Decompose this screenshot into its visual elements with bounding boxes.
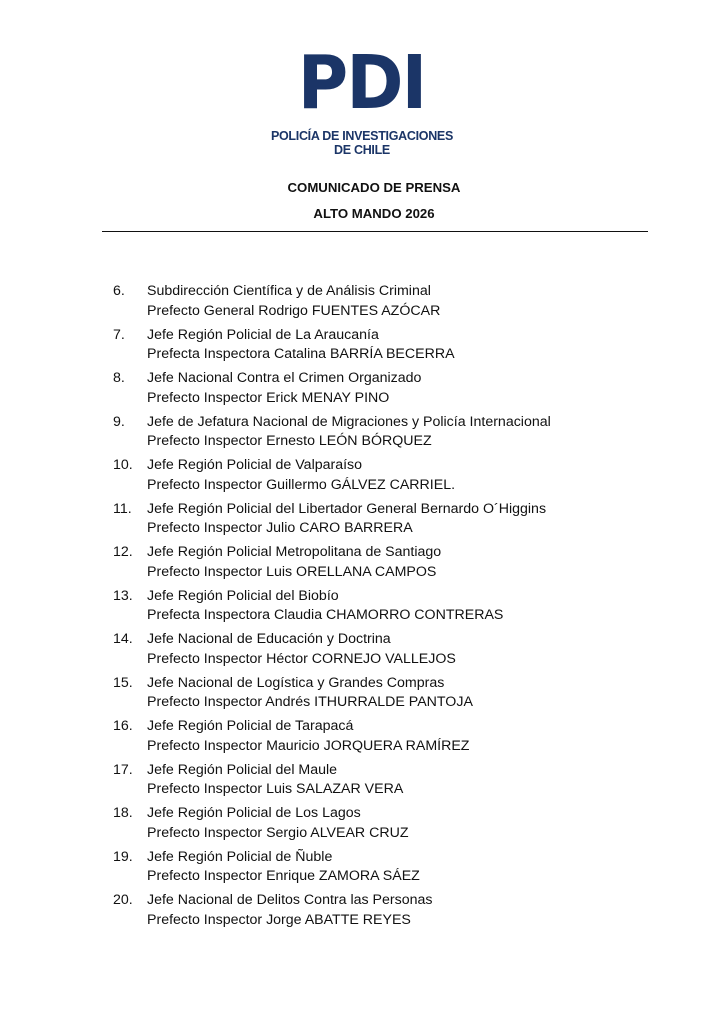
item-number: 19. xyxy=(113,848,133,865)
item-officer: Prefecto Inspector Mauricio JORQUERA RAMÍREZ xyxy=(147,737,470,754)
list-item xyxy=(113,369,713,413)
item-position: Jefe Región Policial de Tarapacá xyxy=(147,718,354,734)
list-item xyxy=(113,848,713,892)
list-item xyxy=(113,761,713,805)
header-divider xyxy=(102,231,648,232)
item-number: 18. xyxy=(113,805,133,821)
list-item xyxy=(113,500,713,544)
item-position: Jefe Región Policial Metropolitana de Santiago xyxy=(147,544,442,560)
item-position: Jefe Región Policial de Valparaíso xyxy=(147,457,363,473)
item-officer: Prefecto Inspector Ernesto LEÓN BÓRQUEZ xyxy=(147,433,432,450)
item-number: 12. xyxy=(113,544,133,560)
item-number: 9. xyxy=(113,413,125,430)
list-item xyxy=(113,326,713,370)
item-officer: Prefecto Inspector Jorge ABATTE REYES xyxy=(147,911,411,928)
item-number: 10. xyxy=(113,457,133,473)
item-number: 14. xyxy=(113,631,133,647)
item-officer: Prefecto Inspector Luis ORELLANA CAMPOS xyxy=(147,563,437,580)
item-officer: Prefecto Inspector Julio CARO BARRERA xyxy=(147,520,413,537)
item-officer: Prefecto General Rodrigo FUENTES AZÓCAR xyxy=(147,302,441,319)
item-position: Jefe Región Policial de La Araucanía xyxy=(147,326,379,343)
item-officer: Prefecto Inspector Luis SALAZAR VERA xyxy=(147,781,404,798)
list-item xyxy=(113,413,713,457)
item-number: 8. xyxy=(113,370,125,386)
item-position: Jefe Región Policial de Ñuble xyxy=(147,848,333,865)
item-position: Jefe Nacional de Educación y Doctrina xyxy=(147,631,391,647)
item-position: Jefe Nacional de Logística y Grandes Compras xyxy=(147,674,445,691)
logo-subtitle-line1: POLICÍA DE INVESTIGACIONES xyxy=(270,129,454,143)
appointment-list xyxy=(113,282,713,935)
item-number: 15. xyxy=(113,674,133,691)
item-number: 13. xyxy=(113,587,133,604)
item-position: Jefe Región Policial del Biobío xyxy=(147,587,339,604)
item-number: 16. xyxy=(113,718,133,734)
item-officer: Prefecto Inspector Andrés ITHURRALDE PANTOJA xyxy=(147,694,473,711)
list-item xyxy=(113,282,713,326)
item-officer: Prefecta Inspectora Catalina BARRÍA BECERRA xyxy=(147,346,455,363)
item-position: Jefe Región Policial del Libertador General Bernardo O´Higgins xyxy=(147,500,547,517)
item-number: 17. xyxy=(113,761,133,778)
item-position: Jefe Nacional de Delitos Contra las Personas xyxy=(147,892,433,908)
item-position: Jefe Región Policial de Los Lagos xyxy=(147,805,361,821)
list-item xyxy=(113,804,713,848)
item-position: Jefe Región Policial del Maule xyxy=(147,761,338,778)
list-item xyxy=(113,717,713,761)
list-item xyxy=(113,630,713,674)
item-position: Jefe de Jefatura Nacional de Migraciones y Policía Internacional xyxy=(147,413,551,430)
list-item xyxy=(113,543,713,587)
item-position: Jefe Nacional Contra el Crimen Organizado xyxy=(147,370,422,386)
list-item xyxy=(113,891,713,935)
item-officer: Prefecto Inspector Héctor CORNEJO VALLEJOS xyxy=(147,650,456,667)
list-item xyxy=(113,456,713,500)
item-number: 6. xyxy=(113,283,125,299)
document-subtitle: ALTO MANDO 2026 xyxy=(313,206,435,221)
list-item xyxy=(113,674,713,718)
item-number: 20. xyxy=(113,892,133,908)
item-officer: Prefecto Inspector Erick MENAY PINO xyxy=(147,389,390,406)
item-position: Subdirección Científica y de Análisis Criminal xyxy=(147,283,431,299)
item-officer: Prefecto Inspector Enrique ZAMORA SÁEZ xyxy=(147,868,420,885)
list-item xyxy=(113,587,713,631)
pdi-logo-mark: PDI xyxy=(298,40,426,126)
logo-subtitle-line2: DE CHILE xyxy=(334,143,390,157)
item-officer: Prefecto Inspector Guillermo GÁLVEZ CARRIEL. xyxy=(147,476,456,493)
document-title: COMUNICADO DE PRENSA xyxy=(287,180,461,195)
item-number: 7. xyxy=(113,326,125,343)
item-officer: Prefecta Inspectora Claudia CHAMORRO CONTRERAS xyxy=(147,607,504,624)
item-officer: Prefecto Inspector Sergio ALVEAR CRUZ xyxy=(147,824,409,841)
pdi-logo xyxy=(0,40,724,157)
item-number: 11. xyxy=(113,500,132,517)
